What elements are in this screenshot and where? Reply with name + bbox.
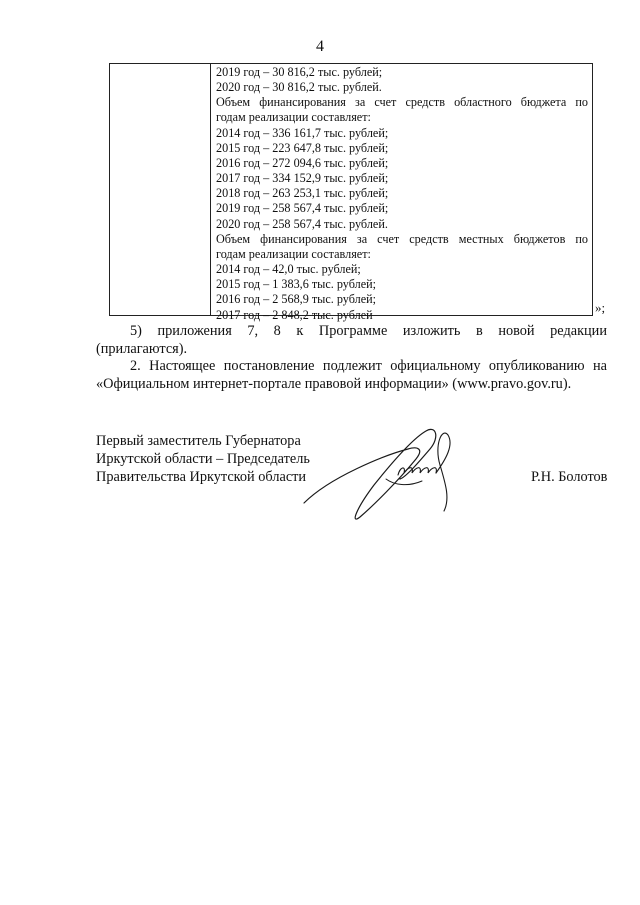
table-line: годам реализации составляет: <box>216 246 371 261</box>
table-left-cell <box>110 64 211 315</box>
table-line: 2020 год – 258 567,4 тыс. рублей. <box>216 216 388 231</box>
table-line: 2015 год – 1 383,6 тыс. рублей; <box>216 277 377 292</box>
table-line: 2018 год – 263 253,1 тыс. рублей; <box>216 186 389 201</box>
signer-line-3: Правительства Иркутской области <box>96 469 307 485</box>
closing-quote-mark: »; <box>595 300 606 315</box>
signer-name: Р.Н. Болотов <box>531 469 608 485</box>
table-right-cell <box>216 65 588 323</box>
table-line: 2017 год – 334 152,9 тыс. рублей; <box>216 171 389 186</box>
item-2-line-1: 2. Настоящее постановление подлежит официальному опубликованию на <box>130 358 607 374</box>
signer-line-2: Иркутской области – Председатель <box>96 451 310 467</box>
table-line: 2017 год – 2 848,2 тыс. рублей <box>216 307 373 322</box>
page-number: 4 <box>316 38 324 55</box>
signer-position <box>96 432 310 486</box>
financing-table <box>109 63 593 322</box>
table-line: 2014 год – 336 161,7 тыс. рублей; <box>216 125 389 140</box>
table-line: 2016 год – 2 568,9 тыс. рублей; <box>216 292 377 307</box>
handwritten-signature <box>290 415 480 530</box>
table-line: 2019 год – 30 816,2 тыс. рублей; <box>216 65 383 79</box>
item-5-line-2: (прилагаются). <box>96 340 188 357</box>
table-line: Объем финансирования за счет средств областного бюджета по <box>216 95 588 110</box>
table-line: 2020 год – 30 816,2 тыс. рублей. <box>216 80 382 95</box>
table-line: Объем финансирования за счет средств местных бюджетов по <box>216 231 588 246</box>
signer-line-1: Первый заместитель Губернатора <box>96 433 301 449</box>
item-5-line-1: 5) приложения 7, 8 к Программе изложить в новой редакции <box>130 323 607 339</box>
table-line: 2019 год – 258 567,4 тыс. рублей; <box>216 201 389 216</box>
item-2-paragraph <box>96 358 607 393</box>
table-line: 2014 год – 42,0 тыс. рублей; <box>216 262 361 277</box>
item-2-line-2: «Официальном интернет-портале правовой информации» (www.pravo.gov.ru). <box>96 375 572 392</box>
table-line: годам реализации составляет: <box>216 110 371 125</box>
table-line: 2016 год – 272 094,6 тыс. рублей; <box>216 155 389 170</box>
item-5-paragraph <box>96 323 607 358</box>
table-line: 2015 год – 223 647,8 тыс. рублей; <box>216 140 389 155</box>
